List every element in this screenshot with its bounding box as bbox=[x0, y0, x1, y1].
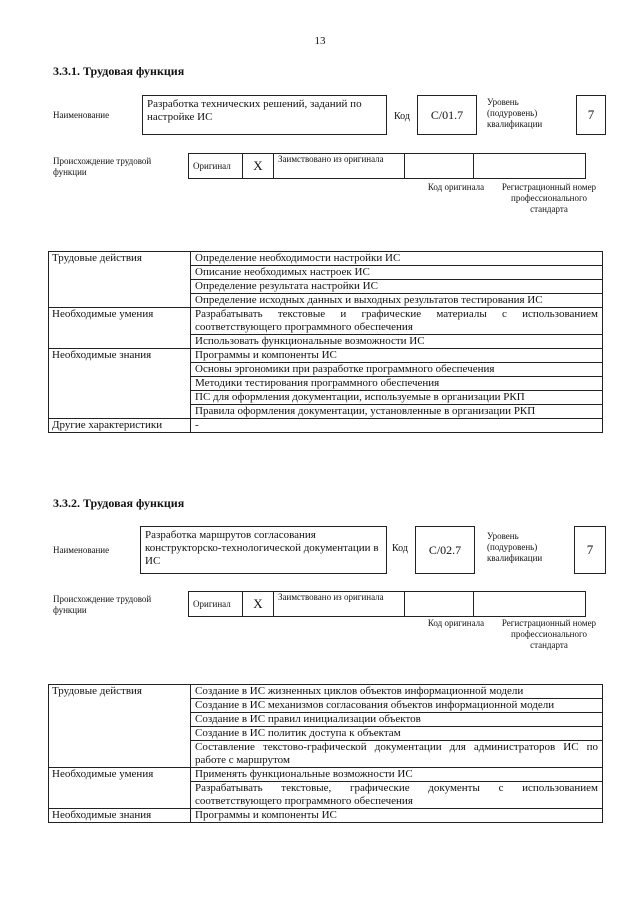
function-name: Разработка маршрутов согласования конструкторско-технологической документации в ИС bbox=[140, 526, 387, 574]
action-item: Описание необходимых настроек ИС bbox=[191, 266, 603, 280]
skill-item: Использовать функциональные возможности ИС bbox=[191, 335, 603, 349]
origin-label: Происхождение трудовой функции bbox=[53, 594, 152, 615]
name-label: Наименование bbox=[53, 110, 110, 120]
knowledge-item: Правила оформления документации, установленные в организации РКП bbox=[191, 405, 603, 419]
origin-mark: X bbox=[243, 154, 274, 179]
original-code-cell bbox=[405, 154, 474, 179]
action-item: Определение исходных данных и выходных результатов тестирования ИС bbox=[191, 294, 603, 308]
function-details-table bbox=[48, 251, 603, 433]
skills-label: Необходимые умения bbox=[49, 308, 191, 349]
caption-registration-number: Регистрационный номер профессионального стандарта bbox=[501, 618, 597, 650]
caption-original-code: Код оригинала bbox=[427, 618, 485, 628]
origin-mark: X bbox=[243, 592, 274, 617]
page-number: 13 bbox=[314, 35, 326, 47]
name-label: Наименование bbox=[53, 545, 110, 555]
function-details-table bbox=[48, 684, 603, 823]
section-title: 3.3.2. Трудовая функция bbox=[53, 496, 185, 510]
action-item: Определение необходимости настройки ИС bbox=[191, 252, 603, 266]
skill-item: Разрабатывать текстовые и графические материалы с использованием соответствующего программного обеспечения bbox=[191, 308, 603, 335]
origin-original: Оригинал bbox=[189, 154, 243, 179]
origin-borrowed: Заимствовано из оригинала bbox=[274, 592, 405, 617]
origin-table bbox=[188, 591, 586, 617]
function-code: C/02.7 bbox=[415, 526, 475, 574]
action-item: Составление текстово-графической документации для администраторов ИС по работе с маршрутом bbox=[191, 741, 603, 768]
code-label: Код bbox=[394, 111, 410, 122]
knowledge-label: Необходимые знания bbox=[49, 809, 191, 823]
action-item: Создание в ИС политик доступа к объектам bbox=[191, 727, 603, 741]
knowledge-item: ПС для оформления документации, используемые в организации РКП bbox=[191, 391, 603, 405]
skills-label: Необходимые умения bbox=[49, 768, 191, 809]
caption-original-code: Код оригинала bbox=[427, 182, 485, 192]
registration-number-cell bbox=[474, 592, 586, 617]
action-item: Определение результата настройки ИС bbox=[191, 280, 603, 294]
qualification-level: 7 bbox=[576, 95, 606, 135]
section-title: 3.3.1. Трудовая функция bbox=[53, 64, 185, 78]
actions-label: Трудовые действия bbox=[49, 252, 191, 308]
original-code-cell bbox=[405, 592, 474, 617]
action-item: Создание в ИС правил инициализации объектов bbox=[191, 713, 603, 727]
knowledge-label: Необходимые знания bbox=[49, 349, 191, 419]
skill-item: Разрабатывать текстовые, графические документы с использованием соответствующего программного обеспечения bbox=[191, 782, 603, 809]
skill-item: Применять функциональные возможности ИС bbox=[191, 768, 603, 782]
origin-table bbox=[188, 153, 586, 179]
actions-label: Трудовые действия bbox=[49, 685, 191, 768]
knowledge-item: Программы и компоненты ИС bbox=[191, 349, 603, 363]
caption-registration-number: Регистрационный номер профессионального стандарта bbox=[501, 182, 597, 214]
qualification-level: 7 bbox=[574, 526, 606, 574]
other-label: Другие характеристики bbox=[49, 419, 191, 433]
function-code: C/01.7 bbox=[417, 95, 477, 135]
origin-label: Происхождение трудовой функции bbox=[53, 156, 152, 177]
other-item: - bbox=[191, 419, 603, 433]
knowledge-item: Методики тестирования программного обеспечения bbox=[191, 377, 603, 391]
knowledge-item: Основы эргономики при разработке программного обеспечения bbox=[191, 363, 603, 377]
registration-number-cell bbox=[474, 154, 586, 179]
function-name: Разработка технических решений, заданий по настройке ИС bbox=[142, 95, 387, 135]
origin-borrowed: Заимствовано из оригинала bbox=[274, 154, 405, 179]
action-item: Создание в ИС механизмов согласования объектов информационной модели bbox=[191, 699, 603, 713]
knowledge-item: Программы и компоненты ИС bbox=[191, 809, 603, 823]
level-label: Уровень (подуровень) квалификации bbox=[487, 531, 543, 563]
code-label: Код bbox=[392, 543, 408, 554]
level-label: Уровень (подуровень) квалификации bbox=[487, 97, 543, 129]
action-item: Создание в ИС жизненных циклов объектов информационной модели bbox=[191, 685, 603, 699]
origin-original: Оригинал bbox=[189, 592, 243, 617]
